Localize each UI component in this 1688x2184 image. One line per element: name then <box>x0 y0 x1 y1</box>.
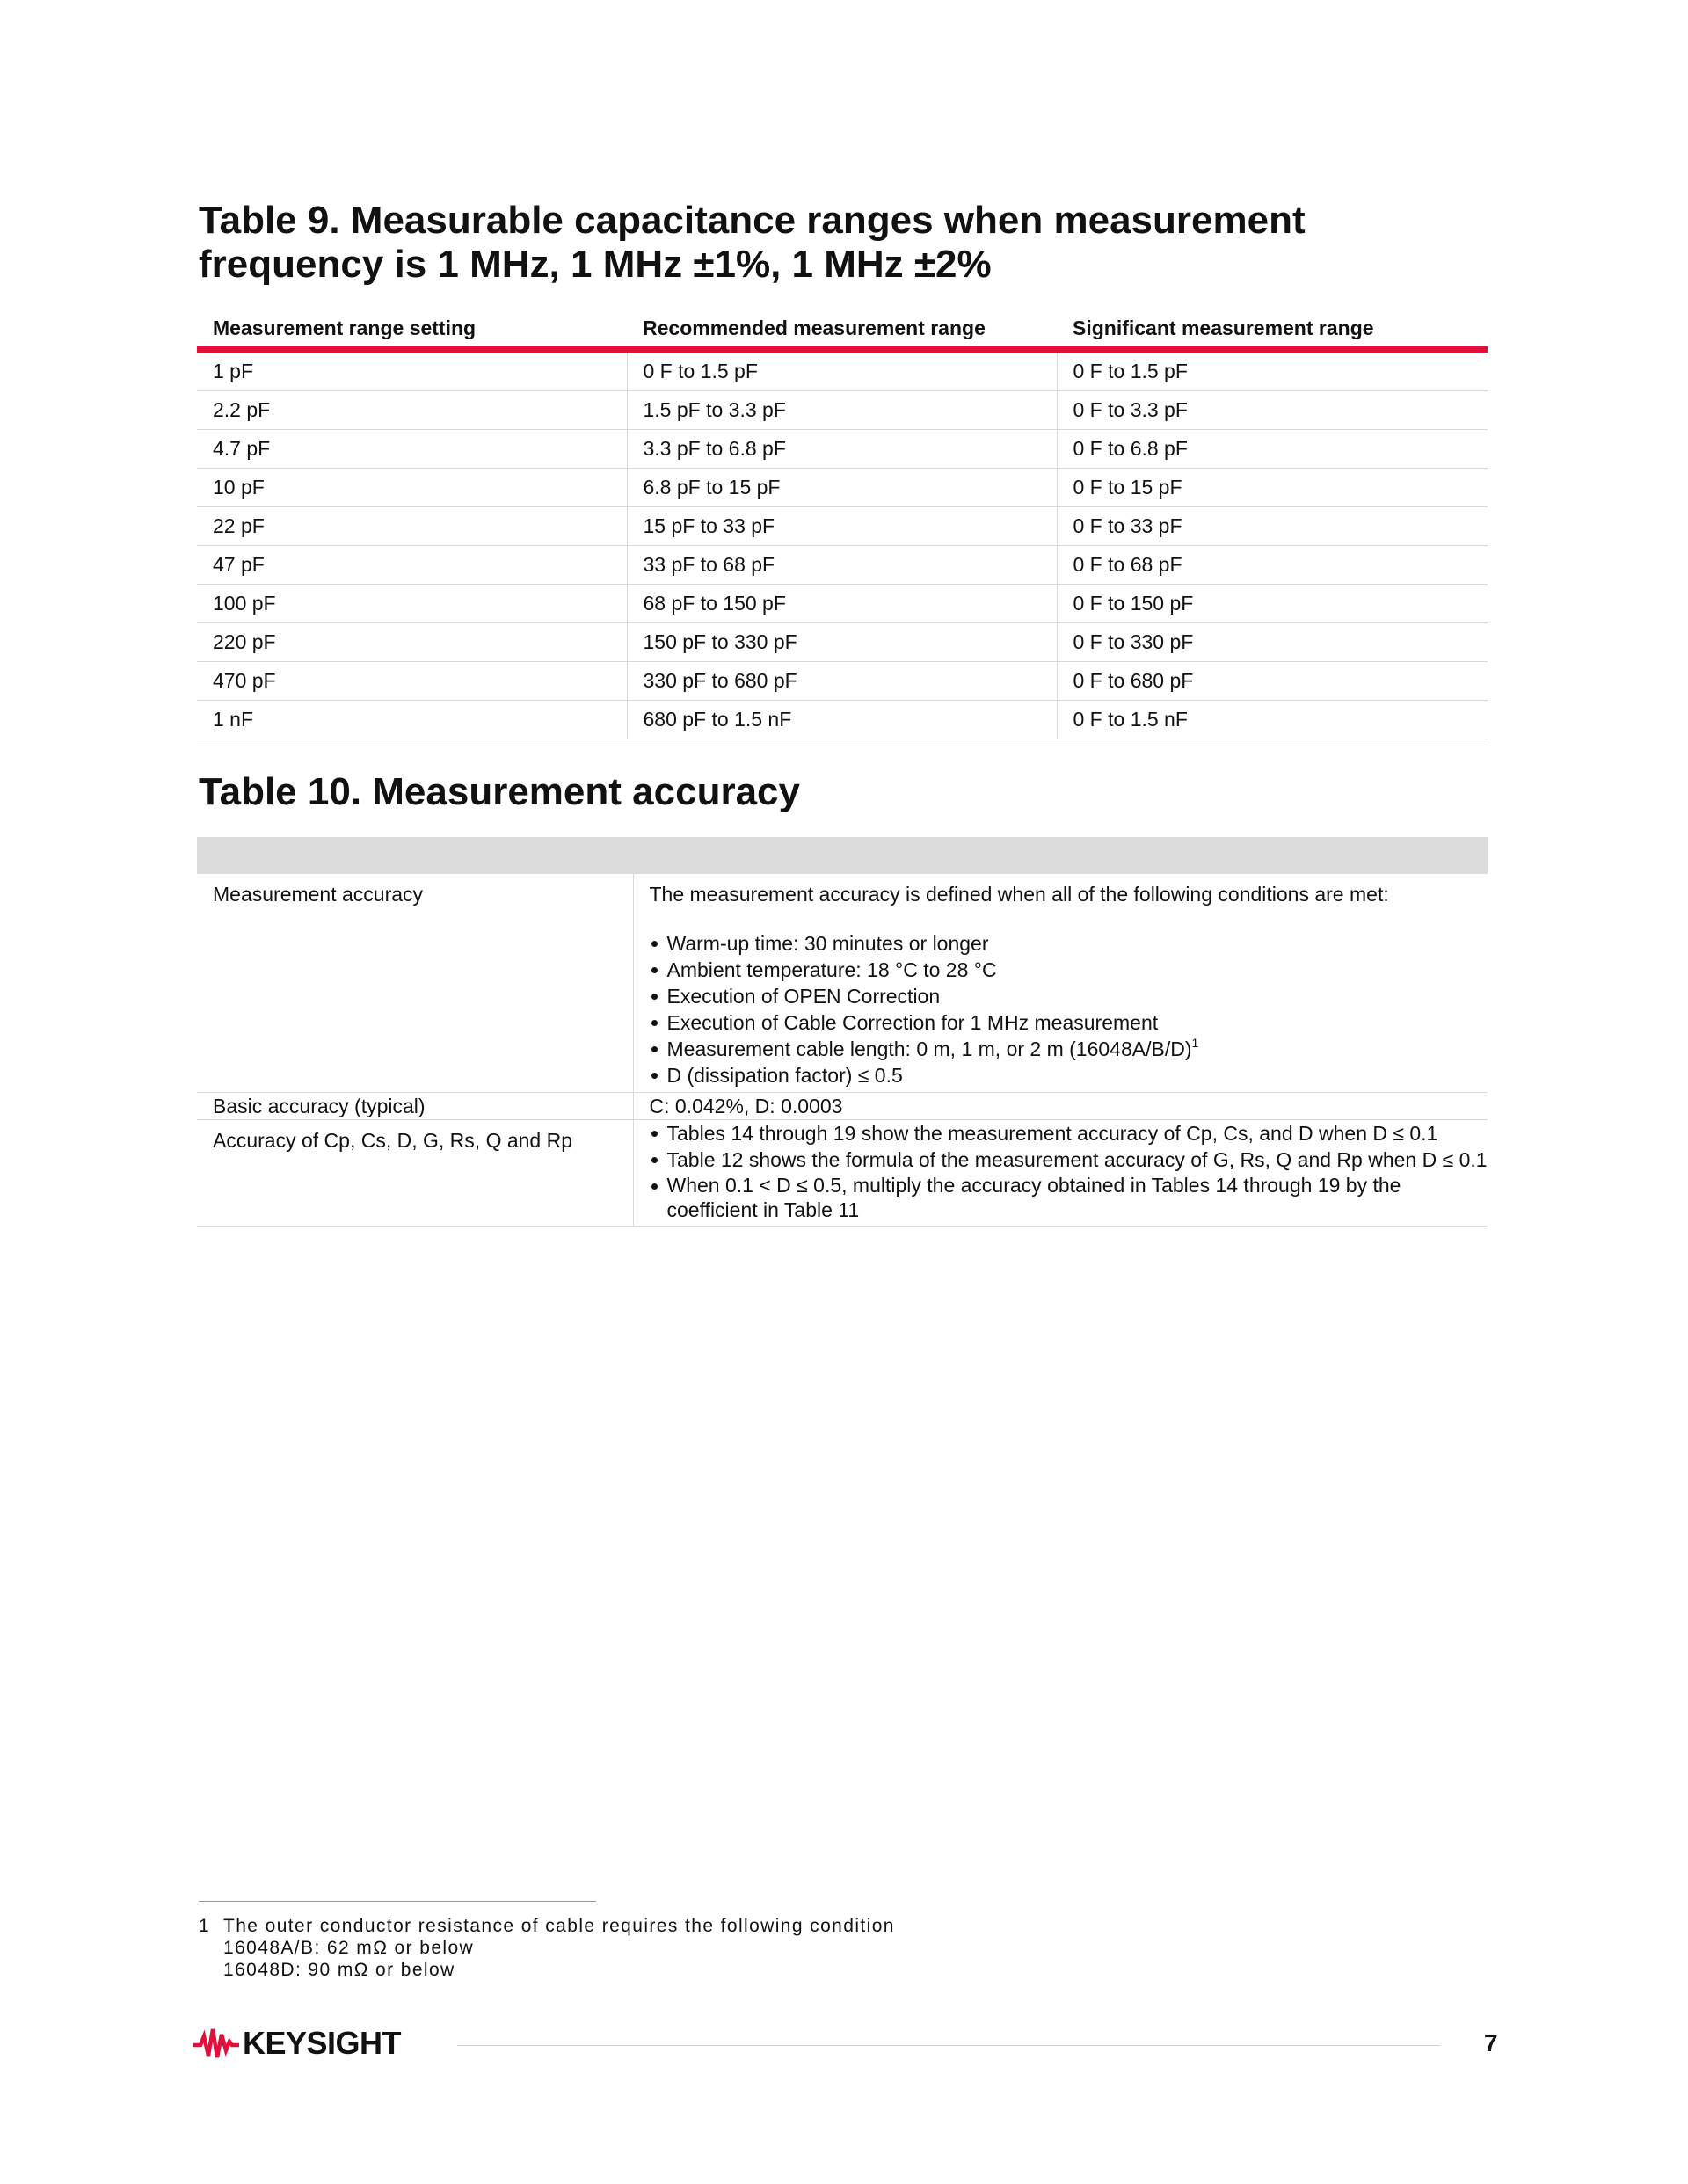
list-item: Tables 14 through 19 show the measurement accuracy of Cp, Cs, and D when D ≤ 0.1 <box>650 1120 1488 1147</box>
table-header-row <box>197 837 1488 874</box>
table10-title: Table 10. Measurement accuracy <box>199 770 800 813</box>
table-row <box>197 623 1488 662</box>
cell-range-setting: 1 nF <box>197 701 627 739</box>
list-item: D (dissipation factor) ≤ 0.5 <box>650 1062 1488 1088</box>
footnote-number: 1 <box>199 1916 211 1936</box>
table-row <box>197 585 1488 623</box>
cell-significant-range: 0 F to 3.3 pF <box>1057 391 1488 430</box>
list-item: Table 12 shows the formula of the measurement accuracy of G, Rs, Q and Rp when D ≤ 0.1 <box>650 1147 1488 1173</box>
cell-range-setting: 10 pF <box>197 469 627 507</box>
table-row <box>197 874 1488 1093</box>
cell-significant-range: 0 F to 33 pF <box>1057 507 1488 546</box>
cell-recommended-range: 15 pF to 33 pF <box>627 507 1057 546</box>
row-label-measurement-accuracy: Measurement accuracy <box>197 874 633 1093</box>
column-header-recommended-range: Recommended measurement range <box>627 309 1057 350</box>
table-row <box>197 546 1488 585</box>
table-row <box>197 1093 1488 1120</box>
basic-accuracy-value: C: 0.042%, D: 0.0003 <box>633 1093 1488 1120</box>
cell-significant-range: 0 F to 6.8 pF <box>1057 430 1488 469</box>
cell-range-setting: 1 pF <box>197 350 627 391</box>
cell-range-setting: 470 pF <box>197 662 627 701</box>
row-label-accuracy-parameters: Accuracy of Cp, Cs, D, G, Rs, Q and Rp <box>197 1120 633 1227</box>
footnote-line2: 16048A/B: 62 mΩ or below <box>223 1938 475 1958</box>
accuracy-notes-list <box>650 1120 1488 1222</box>
column-header-range-setting: Measurement range setting <box>197 309 627 350</box>
cell-recommended-range: 680 pF to 1.5 nF <box>627 701 1057 739</box>
cell-recommended-range: 68 pF to 150 pF <box>627 585 1057 623</box>
table9-body <box>197 350 1488 739</box>
table-row <box>197 391 1488 430</box>
cell-recommended-range: 0 F to 1.5 pF <box>627 350 1057 391</box>
keysight-logo <box>193 2024 401 2063</box>
cell-range-setting: 100 pF <box>197 585 627 623</box>
footnote-line3: 16048D: 90 mΩ or below <box>223 1960 455 1980</box>
cell-recommended-range: 1.5 pF to 3.3 pF <box>627 391 1057 430</box>
logo-text: KEYSIGHT <box>243 2025 402 2061</box>
table-header-row <box>197 309 1488 350</box>
cell-significant-range: 0 F to 1.5 nF <box>1057 701 1488 739</box>
capacitance-ranges-table <box>197 309 1488 739</box>
table-row <box>197 507 1488 546</box>
cell-recommended-range: 6.8 pF to 15 pF <box>627 469 1057 507</box>
keysight-wave-icon <box>193 2024 239 2063</box>
cell-range-setting: 4.7 pF <box>197 430 627 469</box>
cell-recommended-range: 3.3 pF to 6.8 pF <box>627 430 1057 469</box>
table-row <box>197 350 1488 391</box>
cell-range-setting: 220 pF <box>197 623 627 662</box>
footnote-line1: The outer conductor resistance of cable requires the following condition <box>223 1916 895 1936</box>
list-item: Warm-up time: 30 minutes or longer <box>650 930 1488 957</box>
cell-range-setting: 22 pF <box>197 507 627 546</box>
cell-significant-range: 0 F to 15 pF <box>1057 469 1488 507</box>
table-row <box>197 430 1488 469</box>
list-item: Execution of OPEN Correction <box>650 983 1488 1009</box>
cell-recommended-range: 33 pF to 68 pF <box>627 546 1057 585</box>
table-row <box>197 1120 1488 1227</box>
page-number: 7 <box>1484 2029 1498 2057</box>
cell-significant-range: 0 F to 1.5 pF <box>1057 350 1488 391</box>
table-row <box>197 469 1488 507</box>
cell-range-setting: 47 pF <box>197 546 627 585</box>
cable-length-text: Measurement cable length: 0 m, 1 m, or 2 m (16048A/B/D) <box>666 1037 1192 1060</box>
cell-significant-range: 0 F to 680 pF <box>1057 662 1488 701</box>
list-item: Execution of Cable Correction for 1 MHz measurement <box>650 1009 1488 1036</box>
cell-recommended-range: 330 pF to 680 pF <box>627 662 1057 701</box>
header-band-left <box>197 837 633 874</box>
conditions-intro: The measurement accuracy is defined when all of the following conditions are met: <box>649 883 1389 906</box>
table9-title <box>199 199 1517 287</box>
measurement-accuracy-conditions <box>633 874 1488 1093</box>
list-item: Ambient temperature: 18 °C to 28 °C <box>650 957 1488 983</box>
footnote-ref: 1 <box>1191 1036 1199 1050</box>
table9-title-line2: frequency is 1 MHz, 1 MHz ±1%, 1 MHz ±2% <box>199 243 992 286</box>
table-row <box>197 662 1488 701</box>
list-item: When 0.1 < D ≤ 0.5, multiply the accuracy obtained in Tables 14 through 19 by the coefficient in Table 11 <box>650 1173 1488 1222</box>
cell-range-setting: 2.2 pF <box>197 391 627 430</box>
footer-divider <box>457 2045 1440 2046</box>
measurement-accuracy-table <box>197 837 1488 1227</box>
table9-title-line1: Table 9. Measurable capacitance ranges when measurement <box>199 199 1306 242</box>
cell-recommended-range: 150 pF to 330 pF <box>627 623 1057 662</box>
accuracy-parameters-notes <box>633 1120 1488 1227</box>
column-header-significant-range: Significant measurement range <box>1057 309 1488 350</box>
footnote <box>199 1915 895 1981</box>
conditions-list <box>650 930 1488 1088</box>
table-row <box>197 701 1488 739</box>
cell-significant-range: 0 F to 150 pF <box>1057 585 1488 623</box>
cell-significant-range: 0 F to 330 pF <box>1057 623 1488 662</box>
list-item <box>650 1036 1488 1062</box>
cell-significant-range: 0 F to 68 pF <box>1057 546 1488 585</box>
footnote-divider <box>199 1901 596 1902</box>
header-band-right <box>633 837 1488 874</box>
row-label-basic-accuracy: Basic accuracy (typical) <box>197 1093 633 1120</box>
